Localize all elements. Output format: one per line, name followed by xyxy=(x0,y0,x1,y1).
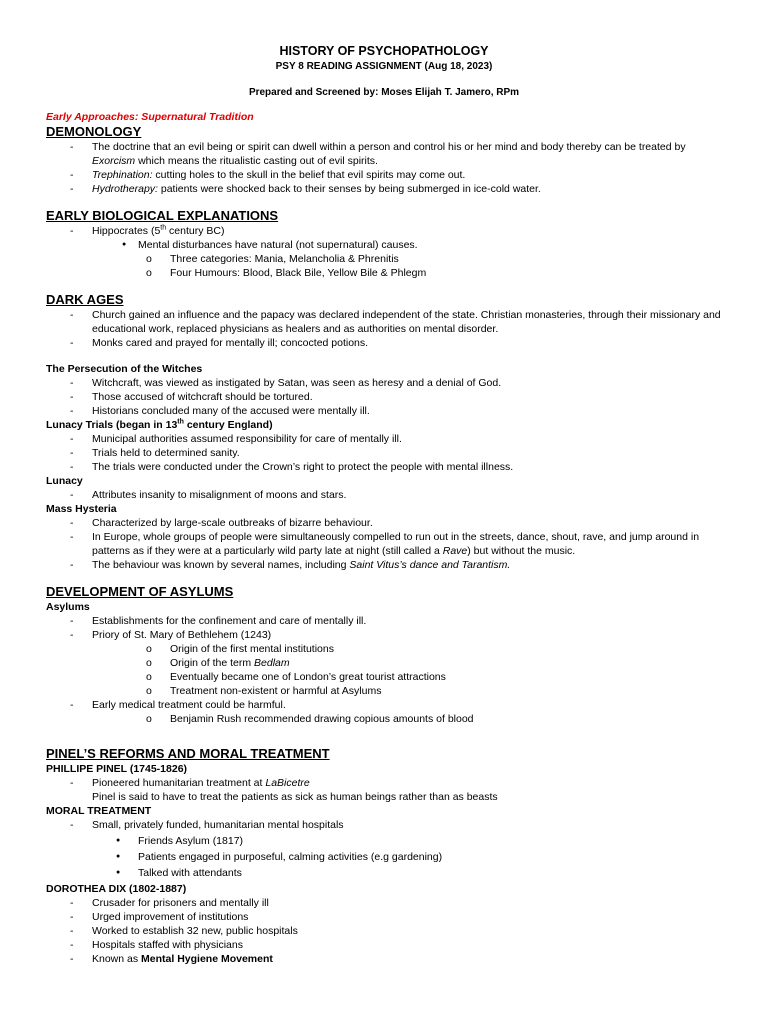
section-note: Early Approaches: Supernatural Tradition xyxy=(46,111,254,123)
document-body xyxy=(46,110,736,966)
list-item: o Eventually became one of London’s great tourist attractions xyxy=(146,670,736,684)
subheading-asylums: Asylums xyxy=(46,601,90,613)
trials-list xyxy=(46,432,736,474)
preparer-line: Prepared and Screened by: Moses Elijah T. Jamero, RPm xyxy=(248,87,520,98)
pinel-list xyxy=(46,776,736,790)
subheading-lunacy-trials: Lunacy Trials (began in 13th century England) xyxy=(46,418,273,431)
list-item: - Hydrotherapy: patients were shocked back to their senses by being submerged in ice-cold water. xyxy=(46,182,736,196)
list-item: ● Friends Asylum (1817) xyxy=(116,834,736,848)
list-item: - Urged improvement of institutions xyxy=(46,910,736,924)
list-item: - In Europe, whole groups of people were simultaneously compelled to run out in the streets, dance, shout, rave, and jump around in patterns as if they were at a particularly wild party late at night (still called a Rave) but without the music. xyxy=(46,530,736,558)
pinel-continuation: Pinel is said to have to treat the patients as sick as human beings rather than as beasts xyxy=(92,791,498,803)
list-item: - Characterized by large-scale outbreaks of bizarre behaviour. xyxy=(46,516,736,530)
list-item: o Treatment non-existent or harmful at Asylums xyxy=(146,684,736,698)
subheading-dorothea-dix: DOROTHEA DIX (1802-1887) xyxy=(46,883,187,895)
hysteria-list xyxy=(46,516,736,572)
list-item: - Trials held to determined sanity. xyxy=(46,446,736,460)
lunacy-list xyxy=(46,488,736,502)
list-item: - Those accused of witchcraft should be tortured. xyxy=(46,390,736,404)
list-item: ● Talked with attendants xyxy=(116,866,736,880)
subheading-lunacy: Lunacy xyxy=(46,475,83,487)
list-item: - The behaviour was known by several names, including Saint Vitus’s dance and Tarantism. xyxy=(46,558,736,572)
witches-list xyxy=(46,376,736,418)
list-item: - Establishments for the confinement and care of mentally ill. xyxy=(46,614,736,628)
list-item: o Origin of the first mental institutions xyxy=(146,642,736,656)
dark-ages-list xyxy=(46,308,736,350)
asylums-list xyxy=(46,614,736,642)
demonology-list xyxy=(46,140,736,196)
list-item: - Hospitals staffed with physicians xyxy=(46,938,736,952)
list-item: - Municipal authorities assumed responsibility for care of mentally ill. xyxy=(46,432,736,446)
heading-demonology: DEMONOLOGY xyxy=(46,124,142,139)
asylums-list-2 xyxy=(46,698,736,712)
asylums-sublist xyxy=(46,642,736,698)
moral-bullets xyxy=(46,834,736,880)
list-item: o Four Humours: Blood, Black Bile, Yellow Bile & Phlegm xyxy=(146,266,736,280)
heading-dark-ages: DARK AGES xyxy=(46,292,124,307)
list-item: - Priory of St. Mary of Bethlehem (1243) xyxy=(46,628,736,642)
list-item: - Witchcraft, was viewed as instigated by Satan, was seen as heresy and a denial of God. xyxy=(46,376,736,390)
list-item: o Three categories: Mania, Melancholia & Phrenitis xyxy=(146,252,736,266)
moral-list xyxy=(46,818,736,832)
biological-bullets xyxy=(46,238,736,252)
document-subtitle: PSY 8 READING ASSIGNMENT (Aug 18, 2023) xyxy=(275,61,493,72)
subheading-witches: The Persecution of the Witches xyxy=(46,363,203,375)
subheading-mass-hysteria: Mass Hysteria xyxy=(46,503,117,515)
list-item: - Early medical treatment could be harmful. xyxy=(46,698,736,712)
list-item: - The doctrine that an evil being or spirit can dwell within a person and control his or her mind and body thereby can be treated by Exorcism which means the ritualistic casting out of evil spirits. xyxy=(46,140,736,168)
list-item: - Hippocrates (5th century BC) xyxy=(46,224,736,238)
list-item: - Worked to establish 32 new, public hospitals xyxy=(46,924,736,938)
list-item: - Attributes insanity to misalignment of moons and stars. xyxy=(46,488,736,502)
heading-asylums: DEVELOPMENT OF ASYLUMS xyxy=(46,584,234,599)
list-item: - Crusader for prisoners and mentally ill xyxy=(46,896,736,910)
biological-sublist xyxy=(46,252,736,280)
biological-list xyxy=(46,224,736,238)
list-item: - Small, privately funded, humanitarian mental hospitals xyxy=(46,818,736,832)
list-item: ● Patients engaged in purposeful, calming activities (e.g gardening) xyxy=(116,850,736,864)
document-title: HISTORY OF PSYCHOPATHOLOGY xyxy=(279,44,489,58)
heading-pinel: PINEL’S REFORMS AND MORAL TREATMENT xyxy=(46,746,330,761)
heading-biological: EARLY BIOLOGICAL EXPLANATIONS xyxy=(46,208,279,223)
list-item: - Historians concluded many of the accused were mentally ill. xyxy=(46,404,736,418)
list-item: ● Mental disturbances have natural (not supernatural) causes. xyxy=(122,238,736,252)
list-item: - Pioneered humanitarian treatment at LaBicetre xyxy=(46,776,736,790)
list-item: - Monks cared and prayed for mentally ill; concocted potions. xyxy=(46,336,736,350)
subheading-moral-treatment: MORAL TREATMENT xyxy=(46,805,152,817)
list-item: - Trephination: cutting holes to the skull in the belief that evil spirits may come out. xyxy=(46,168,736,182)
list-item: o Origin of the term Bedlam xyxy=(146,656,736,670)
list-item: - Known as Mental Hygiene Movement xyxy=(46,952,736,966)
dix-list xyxy=(46,896,736,966)
asylums-sublist-2 xyxy=(46,712,736,726)
subheading-pinel: PHILLIPE PINEL (1745-1826) xyxy=(46,763,188,775)
list-item: - Church gained an influence and the papacy was declared independent of the state. Christian monasteries, through their missionary and educational work, replaced physicians as healers and as authorities on mental disorder. xyxy=(46,308,736,336)
list-item: o Benjamin Rush recommended drawing copious amounts of blood xyxy=(146,712,736,726)
list-item: - The trials were conducted under the Crown’s right to protect the people with mental illness. xyxy=(46,460,736,474)
